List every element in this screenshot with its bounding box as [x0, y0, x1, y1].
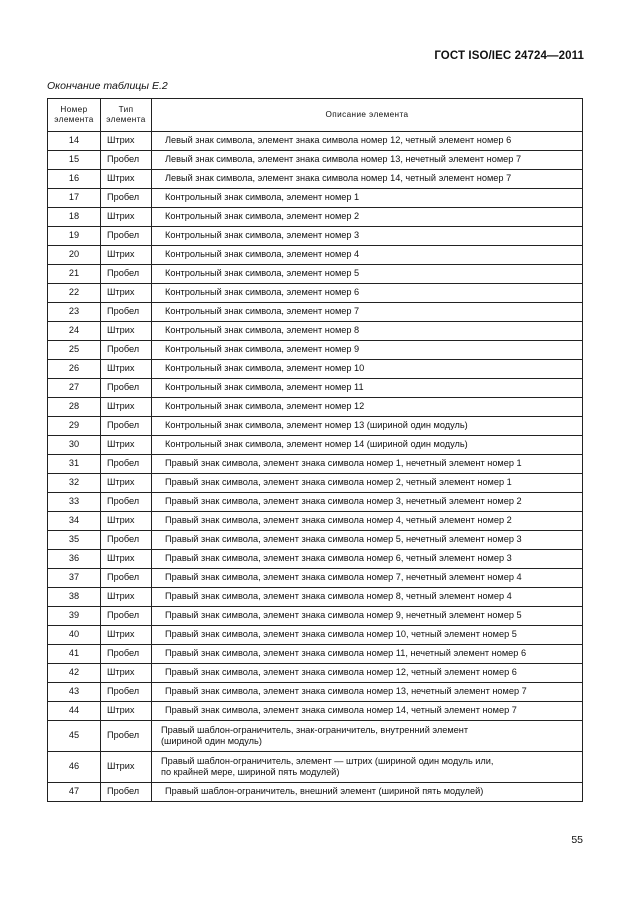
- element-description-cell: Правый знак символа, элемент знака символа номер 9, нечетный элемент номер 5: [152, 607, 583, 626]
- table-caption: Окончание таблицы Е.2: [47, 80, 168, 92]
- element-type-cell: Штрих: [101, 360, 152, 379]
- element-type-cell: Штрих: [101, 170, 152, 189]
- table-row: [48, 436, 583, 455]
- element-type-cell: Штрих: [101, 512, 152, 531]
- element-description-cell: Контрольный знак символа, элемент номер 8: [152, 322, 583, 341]
- element-number-cell: 20: [48, 246, 101, 265]
- table-row: [48, 626, 583, 645]
- element-description-cell: Контрольный знак символа, элемент номер 5: [152, 265, 583, 284]
- element-number-cell: 43: [48, 683, 101, 702]
- element-number-cell: 39: [48, 607, 101, 626]
- element-number-cell: 38: [48, 588, 101, 607]
- element-description-cell: Контрольный знак символа, элемент номер 13 (шириной один модуль): [152, 417, 583, 436]
- table-row: [48, 208, 583, 227]
- element-number-cell: 25: [48, 341, 101, 360]
- element-number-cell: 30: [48, 436, 101, 455]
- element-number-cell: 44: [48, 702, 101, 721]
- element-description-cell: Контрольный знак символа, элемент номер 11: [152, 379, 583, 398]
- table-row: [48, 702, 583, 721]
- element-type-cell: Пробел: [101, 379, 152, 398]
- element-description-cell: Контрольный знак символа, элемент номер 4: [152, 246, 583, 265]
- element-number-cell: 36: [48, 550, 101, 569]
- element-description-cell: Левый знак символа, элемент знака символа номер 14, четный элемент номер 7: [152, 170, 583, 189]
- element-number-cell: 23: [48, 303, 101, 322]
- element-type-cell: Пробел: [101, 265, 152, 284]
- table-row: [48, 474, 583, 493]
- element-type-cell: Пробел: [101, 455, 152, 474]
- table-header-row: [48, 99, 583, 132]
- table-row: [48, 379, 583, 398]
- table-row: [48, 455, 583, 474]
- table-row: [48, 284, 583, 303]
- element-type-cell: Пробел: [101, 151, 152, 170]
- element-type-cell: Штрих: [101, 284, 152, 303]
- element-number-cell: 31: [48, 455, 101, 474]
- element-description-cell: Правый знак символа, элемент знака символа номер 4, четный элемент номер 2: [152, 512, 583, 531]
- element-description-cell: Правый знак символа, элемент знака символа номер 3, нечетный элемент номер 2: [152, 493, 583, 512]
- table-row: [48, 531, 583, 550]
- element-description-cell: Правый знак символа, элемент знака символа номер 6, четный элемент номер 3: [152, 550, 583, 569]
- element-type-cell: Штрих: [101, 398, 152, 417]
- element-type-cell: Штрих: [101, 246, 152, 265]
- table-row: [48, 303, 583, 322]
- table-row: [48, 417, 583, 436]
- element-description-cell: Правый знак символа, элемент знака символа номер 13, нечетный элемент номер 7: [152, 683, 583, 702]
- element-type-cell: Штрих: [101, 664, 152, 683]
- element-type-cell: Пробел: [101, 493, 152, 512]
- table-row: [48, 550, 583, 569]
- table-row: [48, 151, 583, 170]
- element-number-cell: 26: [48, 360, 101, 379]
- element-description-cell: Правый знак символа, элемент знака символа номер 14, четный элемент номер 7: [152, 702, 583, 721]
- element-type-cell: Штрих: [101, 626, 152, 645]
- element-description-cell: Правый знак символа, элемент знака символа номер 7, нечетный элемент номер 4: [152, 569, 583, 588]
- table-row: [48, 398, 583, 417]
- element-description-cell: Правый шаблон-ограничитель, элемент — штрих (шириной один модуль или, по крайней мере, шириной пять модулей): [152, 752, 583, 783]
- element-type-cell: Пробел: [101, 645, 152, 664]
- element-number-cell: 21: [48, 265, 101, 284]
- element-number-cell: 18: [48, 208, 101, 227]
- table-row: [48, 189, 583, 208]
- element-number-cell: 24: [48, 322, 101, 341]
- element-description-cell: Правый знак символа, элемент знака символа номер 10, четный элемент номер 5: [152, 626, 583, 645]
- element-number-cell: 15: [48, 151, 101, 170]
- element-number-cell: 45: [48, 721, 101, 752]
- element-table: [47, 98, 583, 802]
- table-row: [48, 265, 583, 284]
- element-type-cell: Штрих: [101, 702, 152, 721]
- table-row: [48, 227, 583, 246]
- element-description-cell: Правый знак символа, элемент знака символа номер 12, четный элемент номер 6: [152, 664, 583, 683]
- element-number-cell: 14: [48, 132, 101, 151]
- element-type-cell: Пробел: [101, 531, 152, 550]
- table-row: [48, 569, 583, 588]
- table-row: [48, 246, 583, 265]
- element-type-cell: Штрих: [101, 208, 152, 227]
- element-description-cell: Правый шаблон-ограничитель, внешний элемент (шириной пять модулей): [152, 783, 583, 802]
- element-type-cell: Пробел: [101, 569, 152, 588]
- element-description-cell: Контрольный знак символа, элемент номер 1: [152, 189, 583, 208]
- element-number-cell: 40: [48, 626, 101, 645]
- element-type-cell: Пробел: [101, 227, 152, 246]
- element-type-cell: Штрих: [101, 474, 152, 493]
- header-number: Номер элемента: [48, 99, 101, 132]
- element-type-cell: Штрих: [101, 322, 152, 341]
- element-number-cell: 29: [48, 417, 101, 436]
- standard-header: ГОСТ ISO/IEC 24724—2011: [434, 50, 584, 62]
- table-row: [48, 132, 583, 151]
- element-number-cell: 42: [48, 664, 101, 683]
- table-row: [48, 607, 583, 626]
- table-row: [48, 752, 583, 783]
- header-description: Описание элемента: [152, 99, 583, 132]
- element-description-cell: Правый знак символа, элемент знака символа номер 1, нечетный элемент номер 1: [152, 455, 583, 474]
- element-number-cell: 19: [48, 227, 101, 246]
- table-row: [48, 360, 583, 379]
- page-number: 55: [571, 834, 583, 846]
- table-row: [48, 170, 583, 189]
- element-description-cell: Правый знак символа, элемент знака символа номер 8, четный элемент номер 4: [152, 588, 583, 607]
- element-number-cell: 28: [48, 398, 101, 417]
- element-type-cell: Пробел: [101, 721, 152, 752]
- element-type-cell: Пробел: [101, 783, 152, 802]
- element-type-cell: Пробел: [101, 607, 152, 626]
- table-row: [48, 683, 583, 702]
- element-type-cell: Пробел: [101, 341, 152, 360]
- table-row: [48, 783, 583, 802]
- element-number-cell: 27: [48, 379, 101, 398]
- element-number-cell: 37: [48, 569, 101, 588]
- element-type-cell: Штрих: [101, 132, 152, 151]
- element-description-cell: Контрольный знак символа, элемент номер 2: [152, 208, 583, 227]
- table-row: [48, 588, 583, 607]
- element-description-cell: Контрольный знак символа, элемент номер 3: [152, 227, 583, 246]
- element-number-cell: 22: [48, 284, 101, 303]
- element-type-cell: Штрих: [101, 436, 152, 455]
- element-number-cell: 47: [48, 783, 101, 802]
- element-type-cell: Штрих: [101, 588, 152, 607]
- table-body: [48, 132, 583, 802]
- table-row: [48, 721, 583, 752]
- element-number-cell: 17: [48, 189, 101, 208]
- element-number-cell: 32: [48, 474, 101, 493]
- element-number-cell: 33: [48, 493, 101, 512]
- element-description-cell: Контрольный знак символа, элемент номер 7: [152, 303, 583, 322]
- element-type-cell: Пробел: [101, 189, 152, 208]
- element-type-cell: Пробел: [101, 303, 152, 322]
- element-description-cell: Правый знак символа, элемент знака символа номер 5, нечетный элемент номер 3: [152, 531, 583, 550]
- element-description-cell: Контрольный знак символа, элемент номер 12: [152, 398, 583, 417]
- element-number-cell: 16: [48, 170, 101, 189]
- element-type-cell: Штрих: [101, 550, 152, 569]
- element-description-cell: Контрольный знак символа, элемент номер 14 (шириной один модуль): [152, 436, 583, 455]
- element-number-cell: 46: [48, 752, 101, 783]
- element-description-cell: Контрольный знак символа, элемент номер 10: [152, 360, 583, 379]
- element-number-cell: 41: [48, 645, 101, 664]
- element-description-cell: Правый шаблон-ограничитель, знак-ограничитель, внутренний элемент (шириной один модуль): [152, 721, 583, 752]
- element-description-cell: Правый знак символа, элемент знака символа номер 2, четный элемент номер 1: [152, 474, 583, 493]
- table-row: [48, 341, 583, 360]
- table-row: [48, 664, 583, 683]
- element-description-cell: Правый знак символа, элемент знака символа номер 11, нечетный элемент номер 6: [152, 645, 583, 664]
- element-number-cell: 35: [48, 531, 101, 550]
- element-description-cell: Контрольный знак символа, элемент номер 9: [152, 341, 583, 360]
- table-row: [48, 322, 583, 341]
- element-type-cell: Штрих: [101, 752, 152, 783]
- header-type: Тип элемента: [101, 99, 152, 132]
- element-description-cell: Левый знак символа, элемент знака символа номер 13, нечетный элемент номер 7: [152, 151, 583, 170]
- element-number-cell: 34: [48, 512, 101, 531]
- table-row: [48, 512, 583, 531]
- element-type-cell: Пробел: [101, 417, 152, 436]
- element-description-cell: Левый знак символа, элемент знака символа номер 12, четный элемент номер 6: [152, 132, 583, 151]
- element-description-cell: Контрольный знак символа, элемент номер 6: [152, 284, 583, 303]
- table-row: [48, 645, 583, 664]
- table-row: [48, 493, 583, 512]
- element-type-cell: Пробел: [101, 683, 152, 702]
